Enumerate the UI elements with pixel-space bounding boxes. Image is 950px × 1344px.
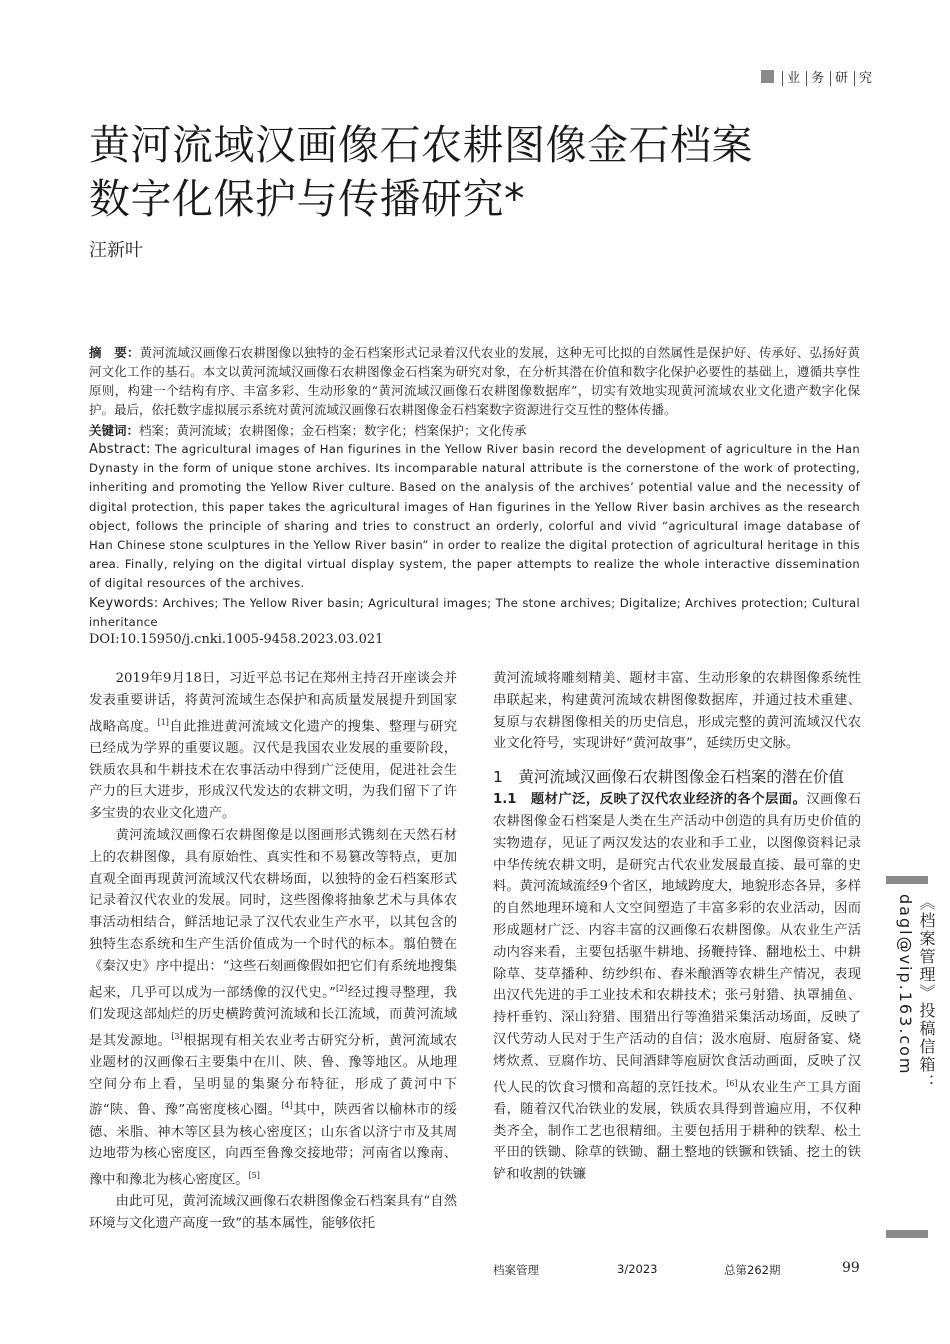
abstract-en-text: The agricultural images of Han figurines in the Yellow River basin record the development of agriculture in the Han Dynasty in the form of unique stone archives. Its incomparable natural attribute is the cornerstone of the work of protecting, inheriting and promoting the Yellow River culture. Based on the analysis of the archives’ potential value and the necessity of digital protection, this paper takes the agricultural images of Han figurines in the Yellow River basin archives as the research object, follows the principle of sharing and tries to construct an orderly, colorful and vivid “agricultural image database of Han Chinese stone sculptures in the Yellow River basin” in order to realize the digital protection of agricultural heritage in this area. Finally, relying on the digital virtual display system, the paper attempts to realize the whole interactive dissemination of digital resources of the archives.: [89, 442, 860, 591]
keywords-cn-text: 档案；黄河流域；农耕图像；金石档案；数字化；档案保护；文化传承: [139, 423, 527, 438]
title-line-1: 黄河流域汉画像石农耕图像金石档案: [89, 121, 753, 169]
section-char: 务: [806, 71, 830, 86]
citation-ref: [5]: [248, 1171, 260, 1181]
right-column: [493, 668, 861, 1186]
side-bar-bottom: [886, 1230, 928, 1238]
citation-ref: [1]: [157, 717, 169, 727]
page-number: 99: [842, 1260, 860, 1276]
citation-ref: [3]: [171, 1031, 183, 1041]
paragraph: 黄河流域汉画像石农耕图像是以图画形式镌刻在天然石材上的农耕图像，具有原始性、真实性和不易篡改等特点，更加直观全面再现黄河流域汉代农耕场面，以独特的金石档案形式记录着汉代农业的发展。同时，这些图像将抽象艺术与具体农事活动相结合，鲜活地记录了汉代农业生产水平，以其包含的独特生态系统和生产生活价值成为一个时代的标本。翦伯赞在《秦汉史》序中提出：“这些石刻画像假如把它们有系统地搜集起来，几乎可以成为一部绣像的汉代史。”[2]经过搜寻整理，我们发现这部灿烂的历史横跨黄河流域和长江流域，而黄河流域是其发源地。[3]根据现有相关农业考古研究分析，黄河流域农业题材的汉画像石主要集中在川、陕、鲁、豫等地区。从地理空间分布上看，呈明显的集聚分布特征，形成了黄河中下游“陕、鲁、豫”高密度核心圈。[4]其中，陕西省以榆林市的绥德、米脂、神木等区县为核心密度区；山东省以济宁市及其周边地带为核心密度区，向西至鲁豫交接地带；河南省以豫南、豫中和豫北为核心密度区。[5]: [89, 828, 458, 1188]
citation-ref: [4]: [281, 1101, 293, 1111]
article-title: [89, 118, 869, 226]
paragraph: 黄河流域将雕刻精美、题材丰富、生动形象的农耕图像系统性串联起来，构建黄河流域农耕图像数据库，并通过技术重建、复原与农耕图像相关的历史信息，形成完整的黄河流域汉代农业文化符号，实现讲好“黄河故事”，延续历史文脉。: [493, 671, 861, 752]
keywords-en: [89, 594, 860, 632]
journal-name: 档案管理: [493, 1263, 539, 1277]
section-marker-icon: [761, 70, 774, 83]
keywords-en-label: Keywords:: [89, 596, 159, 611]
submission-email-text: 《档案管理》投稿信箱：dagl@vip.163.com: [896, 894, 936, 1092]
total-issue: 总第262期: [724, 1263, 781, 1277]
paragraph: 2019年9月18日，习近平总书记在郑州主持召开座谈会并发表重要讲话，将黄河流域生态保护和高质量发展提升到国家战略高度。[1]自此推进黄河流域文化遗产的搜集、整理与研究已经成为学界的重要议题。汉代是我国农业发展的重要阶段，铁质农具和牛耕技术在农事活动中得到广泛使用，促进社会生产力的巨大进步，形成汉代发达的农耕文明，为我们留下了许多宝贵的农业文化遗产。: [89, 671, 458, 822]
paragraph: 1.1 题材广泛，反映了汉代农业经济的各个层面。汉画像石农耕图像金石档案是人类在生产活动中创造的具有历史价值的实物遗存，见证了两汉发达的农业和手工业，以图像资料记录中华传统农耕文明，是研究古代农业发展最直接、最可靠的史料。黄河流域流经9个省区，地域跨度大，地貌形态各异，多样的自然地理环境和人文空间塑造了丰富多彩的农业活动，因而形成题材广泛、内容丰富的汉画像石农耕图像。从农业生产活动内容来看，主要包括驱牛耕地、扬鞭持锋、翻地松土、中耕除草、芟草播种、纺纱织布、舂米酿酒等农耕生产情况，表现出汉代先进的手工业技术和农耕技术；张弓射猎、执罩捕鱼、持杆垂钓、深山狩猎、围猎出行等渔猎采集活动场面，反映了汉代劳动人民对于生产活动的自信；汲水庖厨、庖厨备宴、烧烤炊煮、豆腐作坊、民间酒肆等庖厨饮食活动画面，反映了汉代人民的饮食习惯和高超的烹饪技术。[6]从农业生产工具方面看，随着汉代冶铁业的发展，铁质农具得到普遍应用，不仅种类齐全，制作工艺也很精细。主要包括用于耕种的铁犁、松土平田的铁锄、除草的铁锄、翻土整地的铁镢和铁锸、挖土的铁铲和收割的铁镰: [493, 792, 862, 1183]
citation-ref: [2]: [335, 983, 348, 993]
abstract-en: [89, 440, 860, 594]
section-char: 业: [782, 71, 806, 86]
abstract-cn: [89, 343, 860, 419]
subsection-heading: 1.1 题材广泛，反映了汉代农业经济的各个层面。: [493, 792, 807, 808]
doi: DOI:10.15950/j.cnki.1005-9458.2023.03.021: [89, 632, 384, 647]
paragraph: 由此可见，黄河流域汉画像石农耕图像金石档案具有“自然环境与文化遗产高度一致”的基本属性，能够依托: [89, 1194, 457, 1232]
keywords-en-text: Archives; The Yellow River basin; Agricultural images; The stone archives; Digitalize; Archives protection; Cultural inheritance: [89, 596, 860, 630]
keywords-cn: [89, 421, 860, 440]
title-line-2: 数字化保护与传播研究*: [89, 175, 525, 223]
author: 汪新叶: [89, 240, 143, 261]
abstract-en-label: Abstract:: [89, 442, 151, 457]
abstract-cn-label: 摘 要：: [89, 345, 140, 360]
issue-number: 3/2023: [617, 1262, 658, 1276]
submission-side-tab: [886, 876, 936, 1224]
keywords-cn-label: 关键词：: [89, 423, 140, 438]
section-tag: [761, 67, 878, 86]
side-bar-top: [886, 876, 928, 884]
section-char: 究: [854, 71, 878, 86]
citation-ref: [6]: [726, 1078, 738, 1088]
left-column: [89, 668, 457, 1235]
section-char: 研: [830, 71, 854, 86]
section-heading: 1 黄河流域汉画像石农耕图像金石档案的潜在价值: [493, 768, 844, 787]
abstract-cn-text: 黄河流域汉画像石农耕图像以独特的金石档案形式记录着汉代农业的发展，这种无可比拟的自然属性是保护好、传承好、弘扬好黄河文化工作的基石。本文以黄河流域汉画像石农耕图像金石档案为研究对象，在分析其潜在价值和数字化保护必要性的基础上，遵循共享性原则，构建一个结构有序、丰富多彩、生动形象的“黄河流域汉画像石农耕图像数据库”，切实有效地实现黄河流域农业文化遗产数字化保护。最后，依托数字虚拟展示系统对黄河流域汉画像石农耕图像金石档案数字资源进行交互性的整体传播。: [89, 345, 860, 417]
